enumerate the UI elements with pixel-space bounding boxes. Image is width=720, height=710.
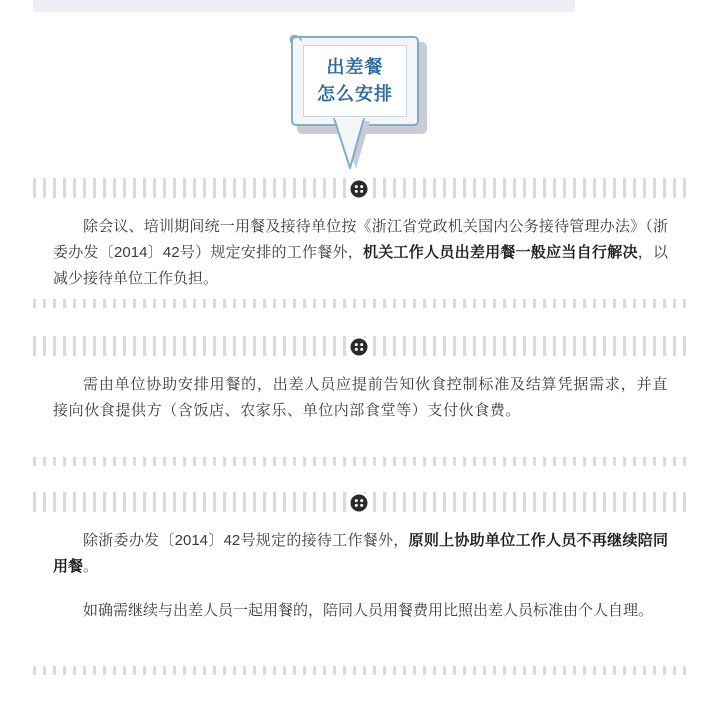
dots-circle-icon (348, 336, 370, 358)
emphasis-text: 机关工作人员出差用餐一般应当自行解决 (363, 244, 638, 261)
emphasis-text: 原则上协助单位工作人员不再继续陪同用餐 (53, 532, 668, 575)
top-banner-strip (33, 0, 575, 12)
paperclip-icon (289, 33, 303, 47)
info-card-3 (33, 492, 688, 675)
card-body (33, 356, 688, 457)
dots-circle-icon (348, 178, 370, 200)
info-card-2 (33, 336, 688, 466)
info-card-1 (33, 178, 688, 308)
title-box (303, 45, 407, 117)
card-paragraph: 需由单位协助安排用餐的，出差人员应提前告知伙食控制标准及结算凭据需求，并直接向伙食提供方（含饭店、农家乐、单位内部食堂等）支付伙食费。 (53, 376, 668, 419)
dots-circle-icon (348, 492, 370, 514)
title-line-2: 怎么安排 (317, 84, 393, 104)
card-paragraph: 如确需继续与出差人员一起用餐的，陪同人员用餐费用比照出差人员标准由个人自理。 (83, 602, 654, 619)
title-bubble-tail (330, 118, 380, 174)
card-body (33, 512, 688, 666)
card-paragraph: 除会议、培训期间统一用餐及接待单位按《浙江省党政机关国内公务接待管理办法》（浙委办发〔2014〕42号）规定安排的工作餐外，机关工作人员出差用餐一般应当自行解决，以减少接待单位工作负担。 (53, 218, 668, 287)
card-paragraph: 除浙委办发〔2014〕42号规定的接待工作餐外，原则上协助单位工作人员不再继续陪同用餐。 (53, 532, 668, 575)
title-line-1: 出差餐 (326, 57, 384, 77)
card-body (33, 198, 688, 299)
